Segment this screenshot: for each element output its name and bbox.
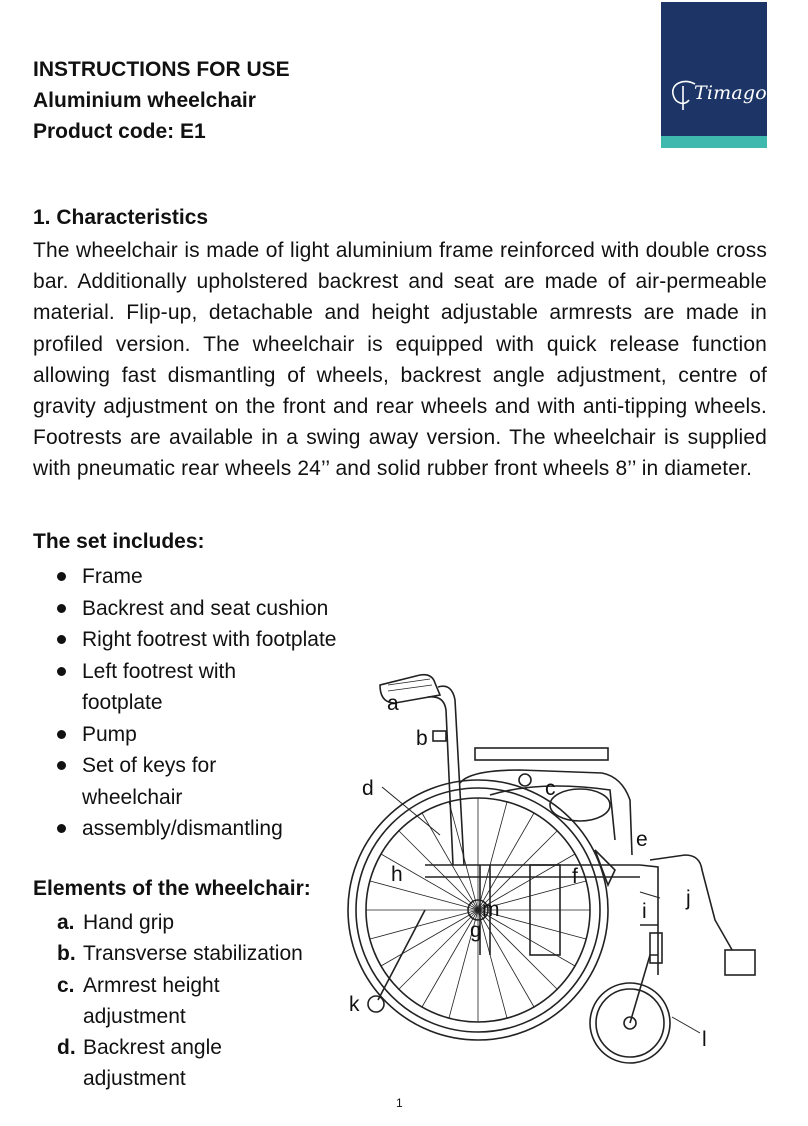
characteristics-paragraph: The wheelchair is made of light aluminium frame reinforced with double cross bar. Additionally upholstered backrest and seat are made of air-permeable material. Flip-up, detachable and height adjustable armrests are made in profiled version. The wheelchair is equipped with quick release function allowing fast dismantling of wheels, backrest angle adjustment, centre of gravity adjustment on the front and rear wheels and with anti-tipping wheels. Footrests are available in a swing away version. The wheelchair is supplied with pneumatic rear wheels 24’’ and solid rubber front wheels 8’’ in diameter. <box>33 239 767 481</box>
document-header <box>33 54 290 147</box>
diagram-label-d: d <box>362 777 374 800</box>
diagram-label-h: h <box>391 863 403 886</box>
diagram-label-e: e <box>636 828 648 851</box>
element-text: Hand grip <box>83 911 175 934</box>
logo-stripe <box>661 136 767 148</box>
diagram-label-i: i <box>642 900 647 923</box>
element-letter: c. <box>57 973 75 997</box>
diagram-label-g: g <box>470 919 482 942</box>
list-item <box>57 907 303 938</box>
page-number: 1 <box>396 1096 403 1110</box>
header-line-3: Product code: E1 <box>33 120 206 143</box>
list-item <box>57 938 303 969</box>
elements-title: Elements of the wheelchair: <box>33 877 311 900</box>
element-text: Backrest angle adjustment <box>83 1036 222 1091</box>
list-item: assembly/dismantling <box>55 813 336 845</box>
seat <box>475 748 608 760</box>
set-includes-title: The set includes: <box>33 530 205 553</box>
characteristics-title: 1. Characteristics <box>33 206 209 229</box>
diagram-label-k: k <box>349 993 360 1016</box>
header-line-2: Aluminium wheelchair <box>33 89 256 112</box>
elements-list <box>57 907 303 1095</box>
diagram-label-b: b <box>416 727 428 750</box>
rear-wheel-spokes <box>366 798 590 1022</box>
list-item: Pump <box>55 719 336 751</box>
transverse-stabilization <box>433 731 446 741</box>
element-letter: a. <box>57 911 75 934</box>
list-item: Frame <box>55 561 336 593</box>
list-item <box>57 970 273 1033</box>
element-text: Armrest height adjustment <box>83 973 220 1028</box>
list-item <box>57 1032 273 1095</box>
diagram-label-f: f <box>572 865 578 888</box>
footplate <box>725 950 755 975</box>
element-letter: d. <box>57 1036 76 1060</box>
diagram-label-l: l <box>702 1028 707 1051</box>
set-includes-list <box>55 561 336 845</box>
list-item: Right footrest with footplate <box>55 624 336 656</box>
element-text: Transverse stabilization <box>83 942 303 966</box>
list-item: Set of keys for wheelchair <box>55 750 252 813</box>
diagram-label-c: c <box>545 777 556 800</box>
header-line-1: INSTRUCTIONS FOR USE <box>33 58 290 81</box>
wheelchair-diagram <box>340 655 780 1065</box>
diagram-label-a: a <box>387 692 399 715</box>
list-item: Left footrest with footplate <box>55 656 272 719</box>
logo-text: Timago <box>694 82 767 104</box>
armrest-height-adjustment <box>519 774 531 786</box>
diagram-label-m: m <box>482 898 500 921</box>
brand-logo <box>661 2 767 148</box>
element-letter: b. <box>57 942 76 966</box>
diagram-label-j: j <box>686 887 691 910</box>
list-item: Backrest and seat cushion <box>55 593 336 625</box>
